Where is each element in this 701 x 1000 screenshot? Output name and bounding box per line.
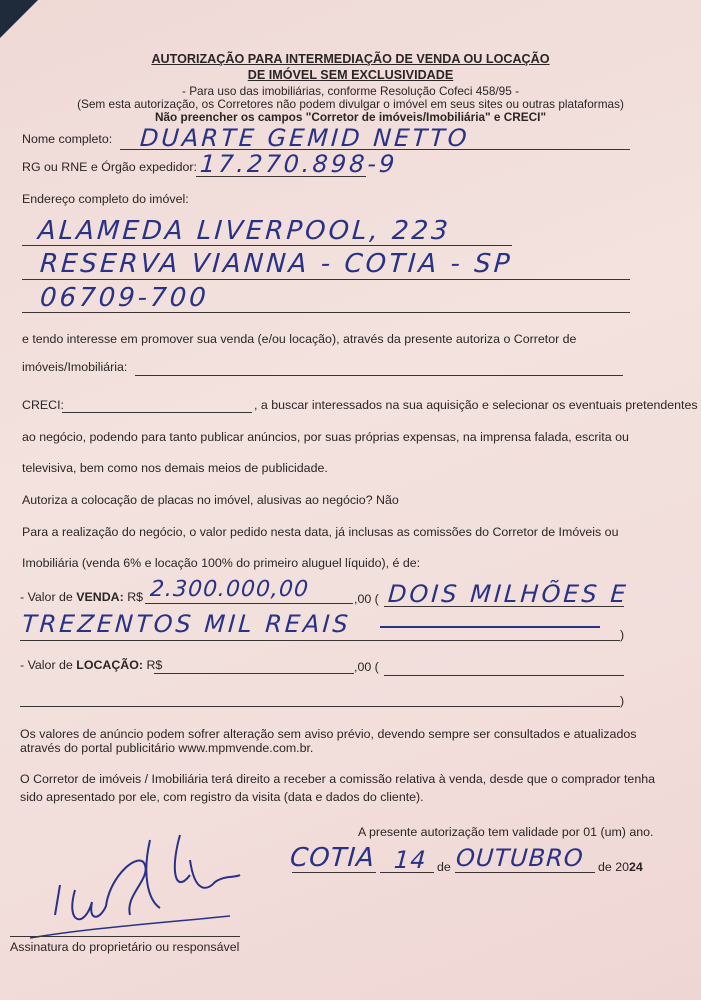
- title-line-1: AUTORIZAÇÃO PARA INTERMEDIAÇÃO DE VENDA OU LOCAÇÃO: [151, 52, 550, 66]
- owner-signature: [30, 820, 260, 940]
- signature-label: Assinatura do proprietário ou responsável: [10, 940, 240, 954]
- date-city[interactable]: COTIA: [288, 843, 377, 873]
- rent-value-field[interactable]: [154, 673, 354, 674]
- paragraph-12: sido apresentado por ele, com registro da visita (data e dados do cliente).: [20, 790, 424, 804]
- paragraph-9: Os valores de anúncio podem sofrer alteração sem aviso prévio, devendo sempre ser consultados e atualizados: [20, 727, 637, 741]
- sale-cents: ,00 (: [354, 592, 379, 606]
- paragraph-2: imóveis/Imobiliária:: [22, 360, 128, 374]
- rg-label: RG ou RNE e Órgão expedidor:: [22, 160, 197, 174]
- address-line-3[interactable]: 06709-700: [38, 283, 210, 313]
- validity-text: A presente autorização tem validade por 01 (um) ano.: [358, 825, 654, 839]
- subtitle-2: (Sem esta autorização, os Corretores não podem divulgar o imóvel em seus sites ou outras plataformas): [77, 97, 624, 111]
- paragraph-11: O Corretor de imóveis / Imobiliária terá direito a receber a comissão relativa à venda, desde que o comprador tenha: [20, 772, 655, 786]
- name-label: Nome completo:: [22, 132, 113, 146]
- rent-words-field[interactable]: [384, 675, 624, 676]
- paragraph-7: Para a realização do negócio, o valor pedido nesta data, já inclusas as comissões do Corretor de Imóveis ou: [22, 525, 619, 539]
- subtitle-1: - Para uso das imobiliárias, conforme Resolução Cofeci 458/95 -: [181, 84, 520, 98]
- date-de-1: de: [437, 860, 451, 874]
- paragraph-8: Imobiliária (venda 6% e locação 100% do primeiro aluguel líquido), é de:: [22, 556, 421, 570]
- address-line-1[interactable]: ALAMEDA LIVERPOOL, 223: [36, 216, 452, 246]
- sale-words-2[interactable]: TREZENTOS MIL REAIS: [21, 610, 352, 638]
- photo-corner: [0, 0, 38, 38]
- rg-value[interactable]: 17.270.898-9: [199, 150, 399, 178]
- subtitle-3: Não preencher os campos "Corretor de imóveis/Imobiliária" e CRECI": [154, 110, 547, 124]
- sale-label: - Valor de VENDA: R$: [20, 590, 144, 604]
- sale-value[interactable]: 2.300.000,00: [149, 577, 310, 602]
- paragraph-4: ao negócio, podendo para tanto publicar anúncios, por suas próprias expensas, na imprensa falada, escrita ou: [22, 430, 629, 444]
- paragraph-10: através do portal publicitário www.mpmvende.com.br.: [20, 741, 314, 755]
- name-value[interactable]: DUARTE GEMID NETTO: [139, 124, 471, 152]
- date-month[interactable]: OUTUBRO: [455, 844, 585, 872]
- paragraph-3: , a buscar interessados na sua aquisição e selecionar os eventuais pretendentes: [254, 398, 698, 412]
- rent-close-paren: ): [620, 694, 625, 708]
- sale-close-paren: ): [620, 628, 625, 642]
- address-label: Endereço completo do imóvel:: [22, 192, 189, 206]
- date-day[interactable]: 14: [393, 846, 428, 874]
- address-line-2[interactable]: RESERVA VIANNA - COTIA - SP: [38, 249, 514, 279]
- rent-label: - Valor de LOCAÇÃO: R$: [20, 658, 163, 672]
- creci-label: CRECI:: [22, 398, 64, 412]
- date-year: de 2024: [598, 860, 643, 874]
- rent-cents: ,00 (: [354, 660, 379, 674]
- title-line-2: DE IMÓVEL SEM EXCLUSIVIDADE: [247, 68, 454, 82]
- paragraph-5: televisiva, bem como nos demais meios de publicidade.: [22, 461, 328, 475]
- paragraph-6: Autoriza a colocação de placas no imóvel, alusivas ao negócio? Não: [22, 493, 399, 507]
- sale-words-1[interactable]: DOIS MILHÕES E: [387, 580, 630, 608]
- paragraph-1: e tendo interesse em promover sua venda (e/ou locação), através da presente autoriza o Corretor de: [22, 332, 577, 346]
